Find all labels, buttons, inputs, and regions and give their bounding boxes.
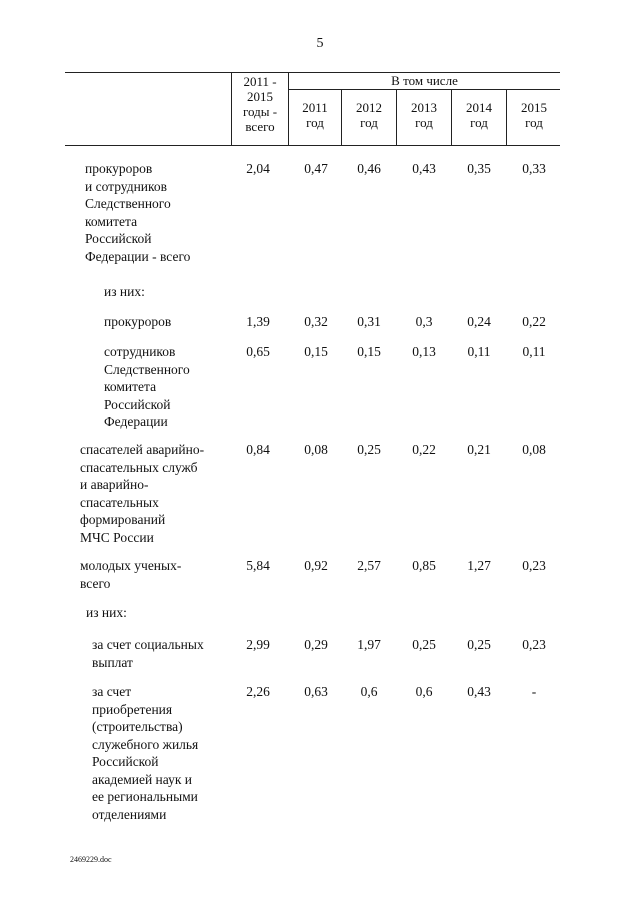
cell-2013: 0,22: [412, 442, 436, 457]
cell-2014: 0,35: [467, 161, 491, 176]
cell-2012: 0,15: [357, 344, 381, 359]
row-label: молодых ученых- всего: [80, 558, 182, 591]
cell-2015: 0,11: [522, 344, 546, 359]
header-year-2011: 2011 год: [302, 100, 328, 130]
row-label: прокуроров: [104, 314, 172, 329]
cell-2014: 0,24: [467, 314, 491, 329]
cell-2014: 0,25: [467, 637, 491, 652]
cell-total: 1,39: [246, 314, 270, 329]
cell-2011: 0,47: [304, 161, 328, 176]
cell-2015: 0,22: [522, 314, 546, 329]
row-label: прокуроров и сотрудников Следственного комитета Российской Федерации - всего: [85, 161, 191, 264]
cell-2011: 0,08: [304, 442, 328, 457]
cell-2013: 0,6: [415, 684, 433, 699]
cell-2011: 0,63: [304, 684, 328, 699]
cell-2015: -: [531, 684, 537, 699]
cell-2013: 0,85: [412, 558, 436, 573]
cell-2013: 0,25: [412, 637, 436, 652]
cell-2012: 0,25: [357, 442, 381, 457]
cell-2014: 0,43: [467, 684, 491, 699]
header-year-2013: 2013 год: [411, 100, 437, 130]
cell-2012: 0,31: [357, 314, 381, 329]
cell-2012: 1,97: [357, 637, 381, 652]
cell-2011: 0,29: [304, 637, 328, 652]
cell-total: 2,26: [246, 684, 270, 699]
cell-2014: 0,21: [467, 442, 491, 457]
footer-filename: 2469229.doc: [70, 855, 112, 864]
cell-2011: 0,92: [304, 558, 328, 573]
cell-2012: 2,57: [357, 558, 381, 573]
page-number: 5: [316, 36, 324, 51]
row-label: за счет социальных выплат: [92, 637, 204, 670]
header-group-title: В том числе: [391, 73, 458, 88]
row-label-subheading: из них:: [104, 284, 145, 299]
cell-total: 2,04: [246, 161, 270, 176]
row-label: спасателей аварийно- спасательных служб и аварийно- спасательных формирований МЧС России: [80, 442, 205, 545]
cell-2015: 0,23: [522, 558, 546, 573]
cell-2012: 0,46: [357, 161, 381, 176]
cell-2012: 0,6: [360, 684, 378, 699]
cell-total: 0,84: [246, 442, 270, 457]
cell-2015: 0,23: [522, 637, 546, 652]
row-label-subheading: из них:: [86, 605, 127, 620]
cell-2013: 0,43: [412, 161, 436, 176]
cell-2011: 0,32: [304, 314, 328, 329]
cell-total: 0,65: [246, 344, 270, 359]
header-year-2015: 2015 год: [521, 100, 547, 130]
cell-2014: 1,27: [467, 558, 491, 573]
cell-2015: 0,33: [522, 161, 546, 176]
row-label: за счет приобретения (строительства) служебного жилья Российской академией наук и ее региональными отделениями: [92, 684, 199, 822]
cell-2013: 0,3: [415, 314, 433, 329]
cell-2015: 0,08: [522, 442, 546, 457]
header-year-2012: 2012 год: [356, 100, 382, 130]
header-total-period: 2011 - 2015 годы - всего: [242, 74, 278, 134]
header-group-rule: [288, 89, 560, 90]
cell-2014: 0,11: [467, 344, 491, 359]
row-label: сотрудников Следственного комитета Российской Федерации: [104, 344, 190, 429]
cell-2011: 0,15: [304, 344, 328, 359]
cell-2013: 0,13: [412, 344, 436, 359]
cell-total: 2,99: [246, 637, 270, 652]
table-header-bottom-rule: [65, 145, 560, 146]
cell-total: 5,84: [246, 558, 270, 573]
header-year-2014: 2014 год: [466, 100, 492, 130]
